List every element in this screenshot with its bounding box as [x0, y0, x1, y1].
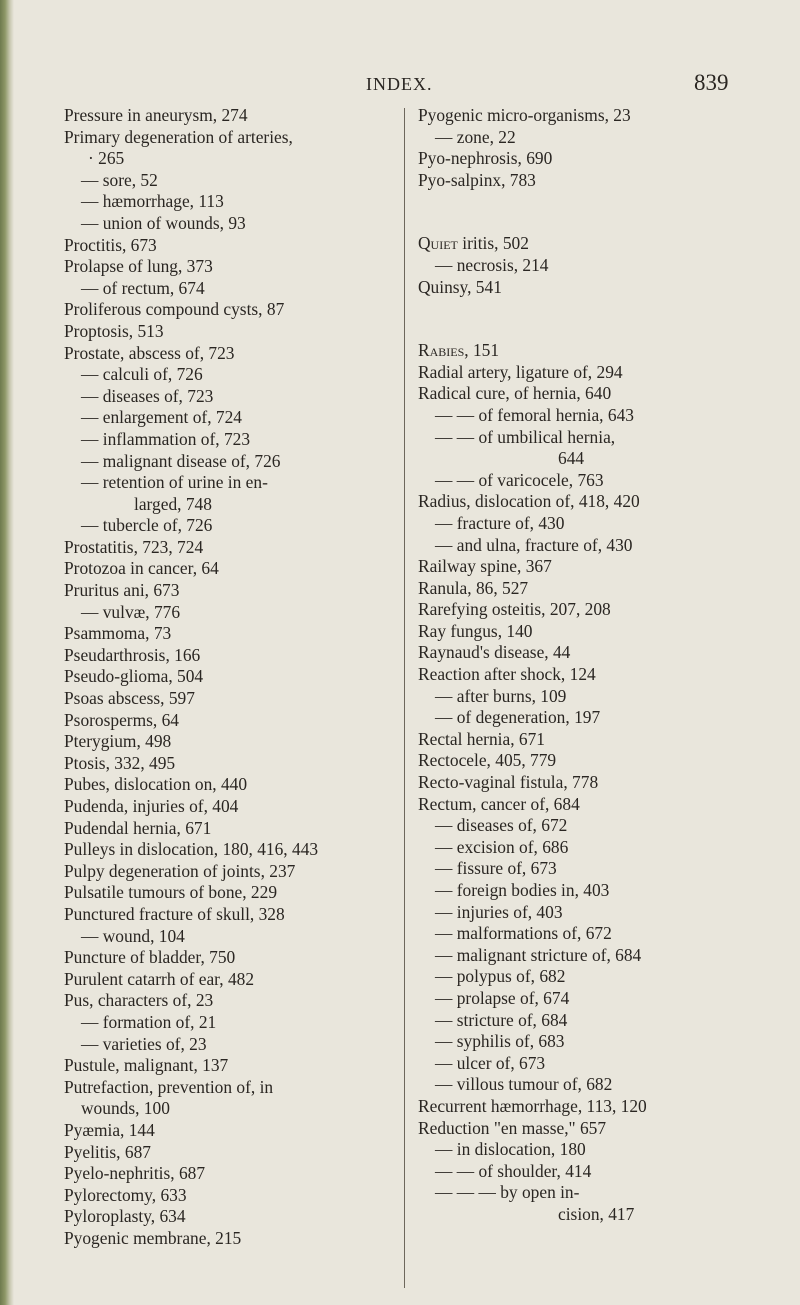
index-subentry: — varieties of, 23 — [81, 1033, 207, 1054]
index-entry: Reduction "en masse," 657 — [418, 1117, 607, 1138]
index-subentry: — sore, 52 — [81, 169, 158, 190]
index-entry: Proctitis, 673 — [64, 234, 157, 255]
index-subentry: — syphilis of, 683 — [435, 1031, 565, 1052]
index-entry: Radius, dislocation of, 418, 420 — [418, 491, 640, 512]
column-divider — [404, 108, 405, 1288]
index-subentry: — malformations of, 672 — [435, 923, 612, 944]
index-entry: Putrefaction, prevention of, in — [64, 1076, 274, 1097]
index-entry: Pyæmia, 144 — [64, 1119, 155, 1140]
index-entry-section-start — [418, 340, 770, 362]
index-entry-continuation: wounds, 100 — [81, 1098, 170, 1119]
index-entry: Pyo-salpinx, 783 — [418, 169, 536, 190]
index-subentry: — — of shoulder, 414 — [435, 1160, 592, 1181]
index-entry-continuation: cision, 417 — [558, 1203, 635, 1224]
index-subentry: — of degeneration, 197 — [435, 707, 601, 728]
index-subentry: — fissure of, 673 — [435, 858, 557, 879]
index-entry: Pyelo-nephritis, 687 — [64, 1163, 206, 1184]
index-entry: Pubes, dislocation on, 440 — [64, 774, 248, 795]
index-subentry: — in dislocation, 180 — [435, 1139, 586, 1160]
index-subentry: — foreign bodies in, 403 — [435, 880, 610, 900]
index-entry: Pyogenic membrane, 215 — [64, 1227, 242, 1248]
index-entry: Psorosperms, 64 — [64, 709, 179, 730]
page-number: 839 — [694, 70, 729, 95]
index-entry: Purulent catarrh of ear, 482 — [64, 968, 255, 989]
index-subentry: — — — by open in- — [435, 1182, 580, 1203]
left-column — [64, 105, 414, 1249]
index-subentry: — calculi of, 726 — [81, 364, 203, 385]
index-subentry: — of rectum, 674 — [81, 277, 205, 298]
index-entry: Pudendal hernia, 671 — [64, 817, 212, 838]
index-entry: Pterygium, 498 — [64, 731, 172, 752]
index-subentry: — union of wounds, 93 — [81, 212, 246, 233]
index-entry: Pulleys in dislocation, 180, 416, 443 — [64, 839, 319, 860]
index-subentry: — enlargement of, 724 — [81, 407, 242, 428]
index-entry: Quinsy, 541 — [418, 276, 502, 297]
index-subentry: — injuries of, 403 — [435, 901, 563, 922]
index-entry: Pudenda, injuries of, 404 — [64, 796, 239, 816]
index-subentry: — retention of urine in en- — [81, 472, 268, 493]
letter-section-gap — [418, 298, 770, 340]
index-subentry: — excision of, 686 — [435, 836, 569, 857]
index-entry: Prolapse of lung, 373 — [64, 256, 213, 277]
index-entry: Railway spine, 367 — [418, 556, 552, 577]
index-subentry: — formation of, 21 — [81, 1011, 217, 1032]
index-entry: Rectal hernia, 671 — [418, 728, 545, 749]
section-head-word: Rabies — [418, 340, 465, 361]
index-entry: Ptosis, 332, 495 — [64, 752, 176, 773]
index-entry: Punctured fracture of skull, 328 — [64, 903, 285, 924]
index-entry-continuation: · 265 — [88, 148, 125, 169]
index-subentry: — malignant disease of, 726 — [81, 450, 281, 471]
index-entry: Pyloroplasty, 634 — [64, 1206, 186, 1227]
index-subentry: — prolapse of, 674 — [435, 987, 570, 1008]
index-subentry: — — of umbilical hernia, — [435, 426, 616, 447]
index-entry: Protozoa in cancer, 64 — [64, 558, 219, 579]
index-entry: Proliferous compound cysts, 87 — [64, 299, 285, 320]
index-entry-continuation: larged, 748 — [134, 493, 212, 514]
index-subentry: — polypus of, 682 — [435, 966, 566, 987]
index-entry-section-start — [418, 233, 770, 255]
index-entry-text: iritis, 502 — [457, 233, 529, 254]
index-entry: Primary degeneration of arteries, — [64, 126, 293, 147]
index-subentry: — villous tumour of, 682 — [435, 1074, 613, 1095]
index-page — [14, 0, 800, 1305]
index-subentry: — malignant stricture of, 684 — [435, 944, 642, 965]
index-entry: Ray fungus, 140 — [418, 620, 533, 641]
index-entry: Puncture of bladder, 750 — [64, 947, 236, 968]
index-entry: Pseudo-glioma, 504 — [64, 666, 204, 687]
index-entry-continuation: 644 — [558, 448, 585, 469]
index-subentry: — hæmorrhage, 113 — [81, 191, 224, 212]
index-entry: Recto-vaginal fistula, 778 — [418, 772, 599, 793]
index-entry: Psammoma, 73 — [64, 623, 172, 644]
index-subentry: — — of varicocele, 763 — [435, 469, 604, 490]
right-column — [418, 105, 770, 1226]
index-subentry: — — of femoral hernia, 643 — [435, 404, 634, 425]
index-entry: Proptosis, 513 — [64, 320, 164, 341]
index-subentry: — vulvæ, 776 — [81, 601, 181, 622]
index-entry: Prostate, abscess of, 723 — [64, 342, 235, 363]
index-entry: Pulpy degeneration of joints, 237 — [64, 860, 296, 881]
letter-section-gap — [418, 191, 770, 233]
index-entry: Pressure in aneurysm, 274 — [64, 105, 248, 125]
running-header-title: INDEX. — [366, 74, 433, 94]
index-subentry: — necrosis, 214 — [435, 254, 549, 275]
index-entry: Rectocele, 405, 779 — [418, 750, 557, 771]
index-subentry: — tubercle of, 726 — [81, 515, 213, 536]
index-entry: Reaction after shock, 124 — [418, 664, 596, 685]
index-entry: Psoas abscess, 597 — [64, 688, 195, 709]
index-entry: Ranula, 86, 527 — [418, 577, 529, 598]
index-entry: Rectum, cancer of, 684 — [418, 793, 580, 814]
index-subentry: — after burns, 109 — [435, 685, 567, 706]
index-entry: Rarefying osteitis, 207, 208 — [418, 599, 611, 620]
index-entry: Prostatitis, 723, 724 — [64, 536, 204, 557]
index-entry: Radical cure, of hernia, 640 — [418, 383, 612, 404]
index-entry: Pruritus ani, 673 — [64, 580, 180, 601]
index-entry: Radial artery, ligature of, 294 — [418, 361, 623, 382]
book-spine-edge — [0, 0, 14, 1305]
index-entry: Pustule, malignant, 137 — [64, 1055, 229, 1076]
index-entry: Pyelitis, 687 — [64, 1141, 151, 1162]
index-subentry: — ulcer of, 673 — [435, 1052, 546, 1073]
section-head-word: Quiet — [418, 233, 458, 254]
index-subentry: — zone, 22 — [435, 126, 516, 147]
index-subentry: — diseases of, 723 — [81, 385, 214, 406]
index-entry: Raynaud's disease, 44 — [418, 642, 571, 663]
index-subentry: — stricture of, 684 — [435, 1009, 568, 1030]
index-entry: Pseudarthrosis, 166 — [64, 644, 201, 665]
index-subentry: — diseases of, 672 — [435, 815, 568, 836]
index-subentry: — fracture of, 430 — [435, 512, 565, 533]
index-entry: Pyo-nephrosis, 690 — [418, 148, 553, 169]
index-entry: Pus, characters of, 23 — [64, 990, 214, 1011]
index-subentry: — and ulna, fracture of, 430 — [435, 534, 633, 555]
index-subentry: — wound, 104 — [81, 925, 185, 946]
index-entry-text: , 151 — [464, 340, 500, 361]
index-entry: Pyogenic micro-organisms, 23 — [418, 105, 631, 125]
index-entry: Pylorectomy, 633 — [64, 1184, 187, 1205]
index-subentry: — inflammation of, 723 — [81, 428, 251, 449]
index-entry: Pulsatile tumours of bone, 229 — [64, 882, 278, 903]
index-entry: Recurrent hæmorrhage, 113, 120 — [418, 1095, 647, 1116]
